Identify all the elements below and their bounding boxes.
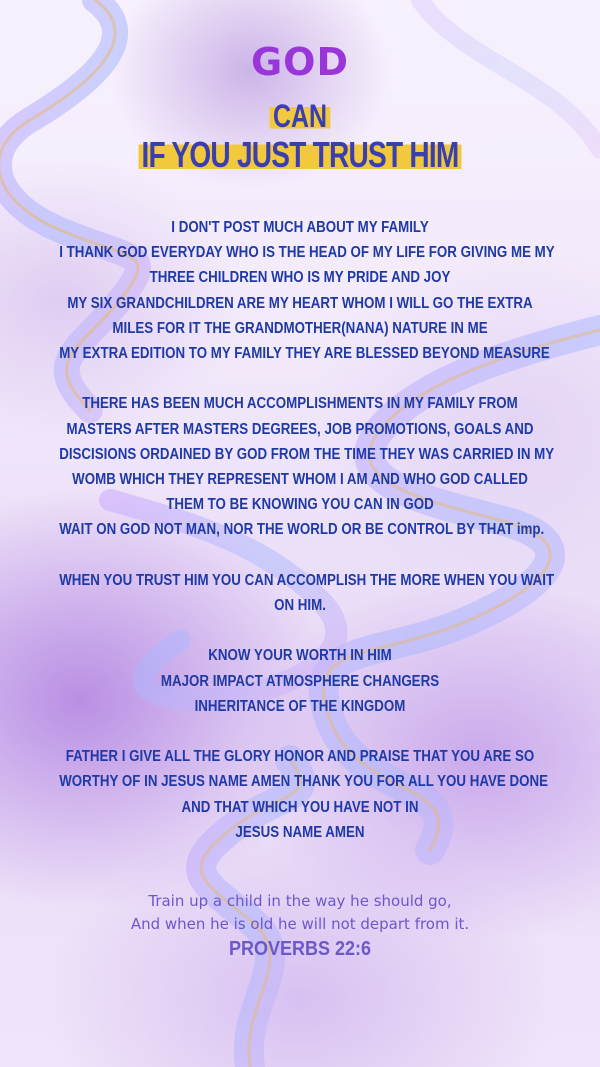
paragraph-gap [59,719,541,744]
paragraph-gap [59,618,541,643]
message-line: MAJOR IMPACT ATMOSPHERE CHANGERS [160,672,440,690]
message-line: KNOW YOUR WORTH IN HIM [208,647,392,665]
message-body [59,215,555,845]
banner-trust [66,134,534,176]
verse-reference: PROVERBS 22:6 [228,938,372,960]
message-line: MASTERS AFTER MASTERS DEGREES, JOB PROMOTIONS, GOALS AND [66,420,534,438]
banner-can [66,98,534,135]
message-line: WHEN YOU TRUST HIM YOU CAN ACCOMPLISH THE MORE WHEN YOU WAIT [59,571,555,589]
message-line: AND THAT WHICH YOU HAVE NOT IN [181,798,419,816]
message-line: FATHER I GIVE ALL THE GLORY HONOR AND PRAISE THAT YOU ARE SO [65,748,535,766]
message-line: MY EXTRA EDITION TO MY FAMILY THEY ARE BLESSED BEYOND MEASURE [59,345,550,363]
paragraph-gap [59,366,541,391]
message-line: ON HIM. [274,597,326,615]
message-line: WAIT ON GOD NOT MAN, NOR THE WORLD OR BE CONTROL BY THAT imp. [59,521,545,539]
banner-trust-text: IF YOU JUST TRUST HIM [138,134,461,175]
bible-verse [0,890,600,936]
message-line: MY SIX GRANDCHILDREN ARE MY HEART WHOM I WILL GO THE EXTRA [67,294,533,312]
verse-line-1: Train up a child in the way he should go, [148,892,452,910]
message-line: MILES FOR IT THE GRANDMOTHER(NANA) NATURE IN ME [112,319,488,337]
message-line: WOMB WHICH THEY REPRESENT WHOM I AM AND WHO GOD CALLED [72,471,528,489]
banner-can-text: CAN [270,98,330,134]
verse-line-2: And when he is old he will not depart from it. [130,915,470,933]
message-line: DISCISIONS ORDAINED BY GOD FROM THE TIME THEY WAS CARRIED IN MY [59,445,555,463]
message-line: THEM TO BE KNOWING YOU CAN IN GOD [166,496,434,514]
message-line: THERE HAS BEEN MUCH ACCOMPLISHMENTS IN MY FAMILY FROM [82,395,518,413]
message-line: JESUS NAME AMEN [235,823,365,841]
message-line: INHERITANCE OF THE KINGDOM [194,697,406,715]
page-title: GOD [250,40,350,84]
message-line: I DON'T POST MUCH ABOUT MY FAMILY [171,219,429,236]
message-line: I THANK GOD EVERYDAY WHO IS THE HEAD OF MY LIFE FOR GIVING ME MY [59,244,555,262]
paragraph-gap [59,543,541,568]
message-line: WORTHY OF IN JESUS NAME AMEN THANK YOU FOR ALL YOU HAVE DONE [59,773,549,791]
message-line: THREE CHILDREN WHO IS MY PRIDE AND JOY [149,269,451,287]
